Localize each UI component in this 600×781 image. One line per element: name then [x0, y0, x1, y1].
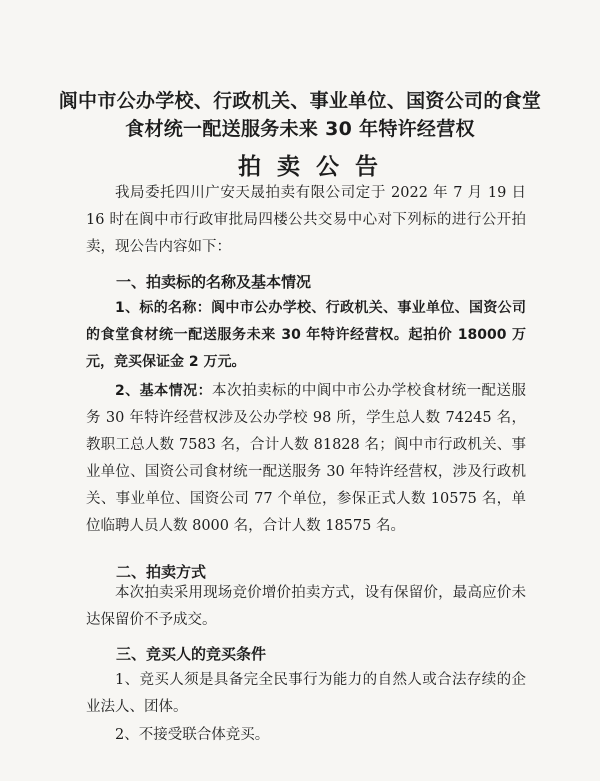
announcement-heading: 拍卖公告	[238, 154, 394, 180]
item-2-text: 本次拍卖标的中阆中市公办学校食材统一配送服务 30 年特许经营权涉及公办学校 98 所，学生总人数 74245 名，教职工总人数 7583 名，合计人数 81828 名；阆中市行政机关、事业单位、国资公司食材统一配送服务 30 年特许经营权，涉及行政机关、事业单位、国资公司 77 个单位，参保正式人数 10575 名，单位临聘人员人数 8000 名，合计人数 18575 名。	[86, 383, 526, 534]
item-1-text: 阆中市公办学校、行政机关、事业单位、国资公司的食堂食材统一配送服务未来 30 年特许经营权。起拍价 18000 万元，竞买保证金 2 万元。	[86, 300, 526, 370]
section-1-item-2	[86, 378, 526, 540]
section-1-heading: 一、拍卖标的名称及基本情况	[116, 273, 312, 291]
section-1-item-1	[86, 295, 526, 376]
document-title-line-1: 阆中市公办学校、行政机关、事业单位、国资公司的食堂	[58, 90, 542, 112]
section-2-text: 本次拍卖采用现场竞价增价拍卖方式，设有保留价，最高应价未达保留价不予成交。	[86, 585, 526, 628]
document-title-line-2: 食材统一配送服务未来 30 年特许经营权	[125, 118, 475, 140]
section-2-heading: 二、拍卖方式	[116, 563, 207, 581]
item-1-label: 1、标的名称：	[115, 300, 212, 316]
section-3-item-2: 2、不接受联合体竞买。	[115, 727, 270, 743]
intro-paragraph: 我局委托四川广安天晟拍卖有限公司定于 2022 年 7 月 19 日 16 时在阆中市行政审批局四楼公共交易中心对下列标的进行公开拍卖，现公告内容如下：	[86, 185, 526, 255]
section-3-heading: 三、竞买人的竞买条件	[116, 645, 267, 663]
item-2-label: 2、基本情况：	[115, 383, 213, 399]
section-3-item-1: 1、竞买人须是具备完全民事行为能力的自然人或合法存续的企业法人、团体。	[86, 672, 526, 715]
